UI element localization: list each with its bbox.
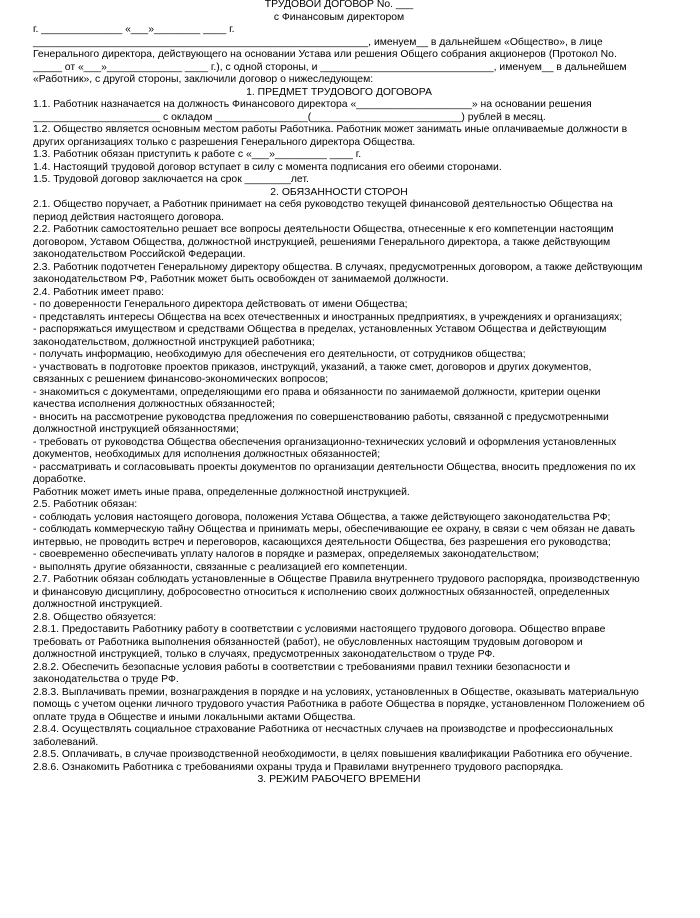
- clause-paragraph: - соблюдать условия настоящего договора, положения Устава Общества, а также действующего законодательства РФ;: [33, 511, 611, 523]
- clause-paragraph: 2.1. Общество поручает, а Работник принимает на себя руководство текущей финансовой деятельностью Общества на период действия настоящего договора.: [33, 199, 613, 223]
- document-subtitle: с Финансовым директором: [273, 11, 405, 23]
- clause-paragraph: - требовать от руководства Общества обеспечения организационно-технических условий и оформления установленных документов, необходимых для исполнения должностных обязанностей;: [33, 436, 617, 460]
- clause-paragraph: 2.8.5. Оплачивать, в случае производственной необходимости, в целях повышения квалификации Работника его обучение.: [33, 749, 633, 760]
- clause-paragraph: - получать информацию, необходимую для обеспечения его деятельности, от сотрудников общества;: [33, 349, 526, 360]
- clause-paragraph: Работник может иметь иные права, определенные должностной инструкцией.: [33, 486, 410, 498]
- clause-paragraph: 2.8.1. Предоставить Работнику работу в соответствии с условиями настоящего трудового договора. Общество вправе требовать от Работника выполнения обязанностей (работ), не обусловленных настоящим трудовым договором и должностной инструкцией, только в случаях, предусмотренных законодательством о труде РФ.: [33, 624, 606, 660]
- parties-paragraph: __________________________________________________________, именуем__ в дальнейшем «Общество», в лице Генерального директора, действующего на основании Устава или решения Общего собрания акционеров (Протокол No. _____ от «___»_____________ ____ г.), с одной стороны, и ______________________________, именуем__ в дальнейшем «Работник», с другой стороны, заключили договор о нижеследующем:: [33, 36, 627, 85]
- clause-paragraph: 2.4. Работник имеет право:: [33, 286, 164, 298]
- clause-paragraph: - вносить на рассмотрение руководства предложения по совершенствованию работы, связанной с предусмотренными должностной инструкцией обязанностями;: [33, 411, 609, 435]
- clause-paragraph: - выполнять другие обязанности, связанные с реализацией его компетенции.: [33, 561, 408, 573]
- clause-paragraph: 2.7. Работник обязан соблюдать установленные в Обществе Правила внутреннего трудового распорядка, производственную и финансовую дисциплину, добросовестно относиться к исполнению своих должностных обязанностей, определенных должностной инструкцией.: [33, 574, 640, 610]
- clause-paragraph: 2.2. Работник самостоятельно решает все вопросы деятельности Общества, отнесенные к его компетенции настоящим договором, Уставом Общества, должностной инструкцией, решениями Генерального директора, а также действующим законодательством Российской Федерации.: [33, 224, 614, 260]
- clause-paragraph: 2.8.2. Обеспечить безопасные условия работы в соответствии с требованиями правил техники безопасности и законодательства о труде РФ.: [33, 661, 571, 685]
- clause-paragraph: - своевременно обеспечивать уплату налогов в порядке и размерах, определяемых законодательством;: [33, 549, 539, 560]
- document-title: ТРУДОВОЙ ДОГОВОР No. ___: [264, 0, 414, 10]
- clause-paragraph: - по доверенности Генерального директора действовать от имени Общества;: [33, 299, 408, 310]
- clause-paragraph: 2.8.6. Ознакомить Работника с требованиями охраны труда и Правилами внутреннего трудового распорядка.: [33, 761, 564, 773]
- clause-paragraph: 2.8.3. Выплачивать премии, вознаграждения в порядке и на условиях, установленных в Обществе, оказывать материальную помощь с учетом оценки личного трудового участия Работника в работе Общества в порядке, установленном Положением об оплате труда в Обществе и иными локальными актами Общества.: [33, 686, 645, 723]
- clause-paragraph: 2.5. Работник обязан:: [33, 499, 138, 510]
- clause-paragraph: 1.4. Настоящий трудовой договор вступает в силу с момента подписания его обеими сторонами.: [33, 161, 502, 173]
- clause-paragraph: 1.1. Работник назначается на должность Финансового директора «____________________» на основании решения ______________________ с окладом ________________(__________________________) рублей в месяц.: [33, 99, 592, 123]
- clause-paragraph: - знакомиться с документами, определяющими его права и обязанности по занимаемой должности, критерии оценки качества исполнения должностных обязанностей;: [33, 386, 601, 410]
- clause-paragraph: - соблюдать коммерческую тайну Общества и принимать меры, обеспечивающие ее охрану, в связи с чем обязан не давать интервью, не проводить встреч и переговоров, касающихся деятельности Общества, без разрешения его руководства;: [33, 524, 636, 548]
- place-date-line: г. ______________ «___»________ ____ г.: [33, 24, 235, 35]
- clause-paragraph: - рассматривать и согласовывать проекты документов по организации деятельности Общества, вносить предложения по их доработке.: [33, 461, 636, 485]
- clause-paragraph: 1.3. Работник обязан приступить к работе с «___»_________ ____ г.: [33, 149, 362, 160]
- document-page: [33, 0, 645, 787]
- clause-paragraph: 2.8. Общество обязуется:: [33, 611, 157, 623]
- section-heading: 2. ОБЯЗАННОСТИ СТОРОН: [270, 186, 408, 198]
- clause-paragraph: - распоряжаться имуществом и средствами Общества в пределах, установленных Уставом Общества и действующим законодательством, должностной инструкцией работника;: [33, 324, 607, 348]
- clause-paragraph: - представлять интересы Общества на всех отечественных и иностранных предприятиях, в учреждениях и организациях;: [33, 311, 623, 323]
- clause-paragraph: 2.8.4. Осуществлять социальное страхование Работника от несчастных случаев на производстве и профессиональных заболеваний.: [33, 724, 614, 748]
- sections-container: [33, 87, 645, 787]
- clause-paragraph: 1.2. Общество является основным местом работы Работника. Работник может занимать иные оплачиваемые должности в других организациях только с разрешения Генерального директора Общества.: [33, 124, 628, 148]
- clause-paragraph: - участвовать в подготовке проектов приказов, инструкций, указаний, а также смет, договоров и других документов, связанных с решением финансово-экономических вопросов;: [33, 361, 592, 385]
- section-heading: 1. ПРЕДМЕТ ТРУДОВОГО ДОГОВОРА: [246, 86, 432, 98]
- clause-paragraph: 2.3. Работник подотчетен Генеральному директору общества. В случаях, предусмотренных договором, а также действующим законодательством РФ, Работник может быть освобожден от занимаемой должности.: [33, 261, 643, 285]
- clause-paragraph: 1.5. Трудовой договор заключается на срок ________лет.: [33, 174, 309, 185]
- section-heading: 3. РЕЖИМ РАБОЧЕГО ВРЕМЕНИ: [257, 774, 421, 785]
